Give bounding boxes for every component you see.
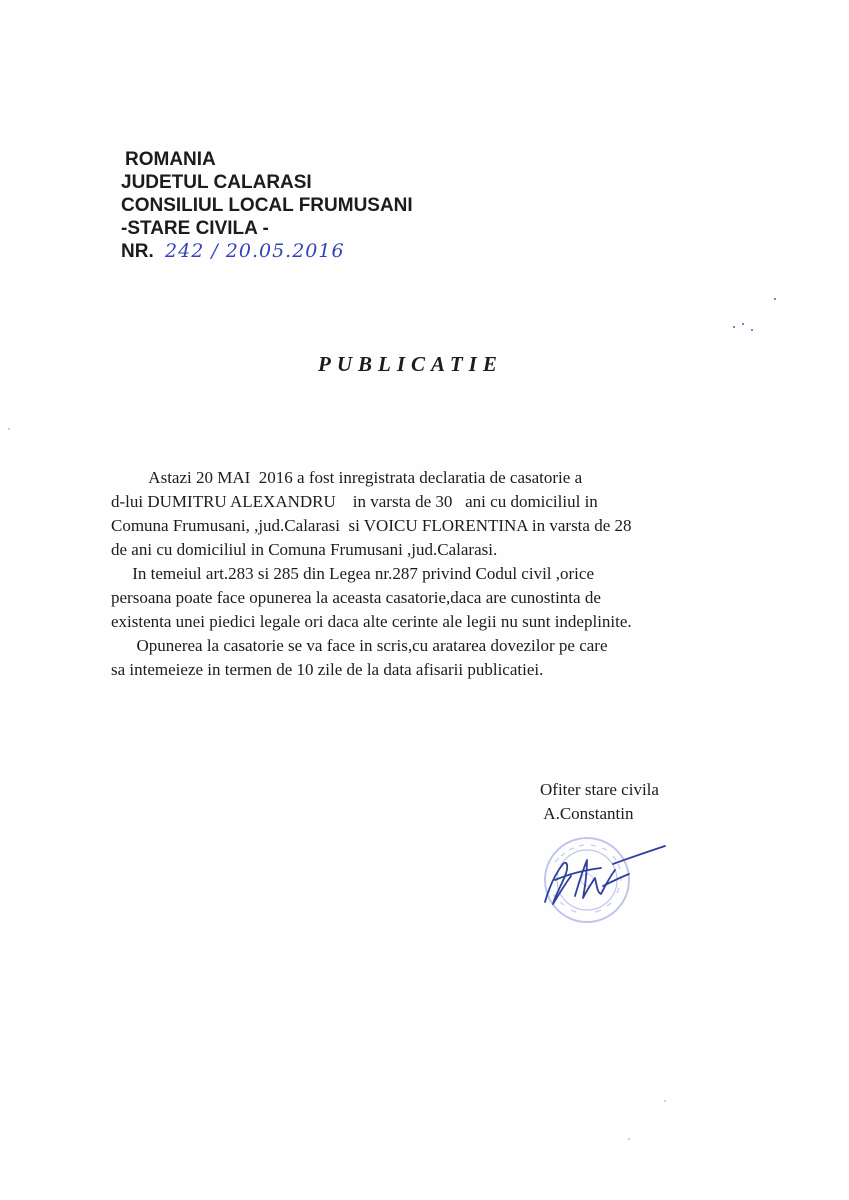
scan-speck: [628, 1138, 630, 1140]
scan-speck: [733, 326, 735, 328]
header-council: CONSILIUL LOCAL FRUMUSANI: [121, 195, 413, 216]
body-line: sa intemeieze in termen de 10 zile de la data afisarii publicatiei.: [111, 660, 544, 679]
nr-handwritten-value: 242 / 20.05.2016: [165, 240, 345, 262]
body-line: de ani cu domiciliul in Comuna Frumusani ,jud.Calarasi.: [111, 540, 498, 559]
header-country: ROMANIA: [125, 149, 216, 170]
body-line: Comuna Frumusani, ,jud.Calarasi si VOICU FLORENTINA in varsta de 28: [111, 516, 632, 535]
scan-speck: [8, 428, 10, 430]
scan-speck: [774, 298, 776, 300]
body-line: existenta unei piedici legale ori daca alte cerinte ale legii nu sunt indeplinite.: [111, 612, 632, 631]
body-line: Astazi 20 MAI 2016 a fost inregistrata declaratia de casatorie a: [111, 468, 583, 487]
header-registration-number: [121, 240, 413, 263]
signature-block: [540, 778, 659, 826]
body-line: persoana poate face opunerea la aceasta casatorie,daca are cunostinta de: [111, 588, 601, 607]
scan-speck: [664, 1100, 666, 1102]
scan-speck: [751, 329, 753, 331]
scan-speck: [742, 323, 744, 325]
signatory-name: A.Constantin: [540, 804, 634, 823]
signatory-role: Ofiter stare civila: [540, 780, 659, 799]
document-header: [121, 148, 413, 263]
header-county: JUDETUL CALARASI: [121, 172, 312, 193]
stamp-and-signature-icon: [525, 830, 675, 930]
document-body: [111, 466, 631, 682]
document-title: PUBLICATIE: [318, 352, 503, 376]
body-line: d-lui DUMITRU ALEXANDRU in varsta de 30 ani cu domiciliul in: [111, 492, 598, 511]
header-department: -STARE CIVILA -: [121, 218, 269, 239]
nr-label: NR.: [121, 241, 154, 262]
body-line: Opunerea la casatorie se va face in scris,cu aratarea dovezilor pe care: [111, 636, 608, 655]
body-line: In temeiul art.283 si 285 din Legea nr.287 privind Codul civil ,orice: [111, 564, 594, 583]
